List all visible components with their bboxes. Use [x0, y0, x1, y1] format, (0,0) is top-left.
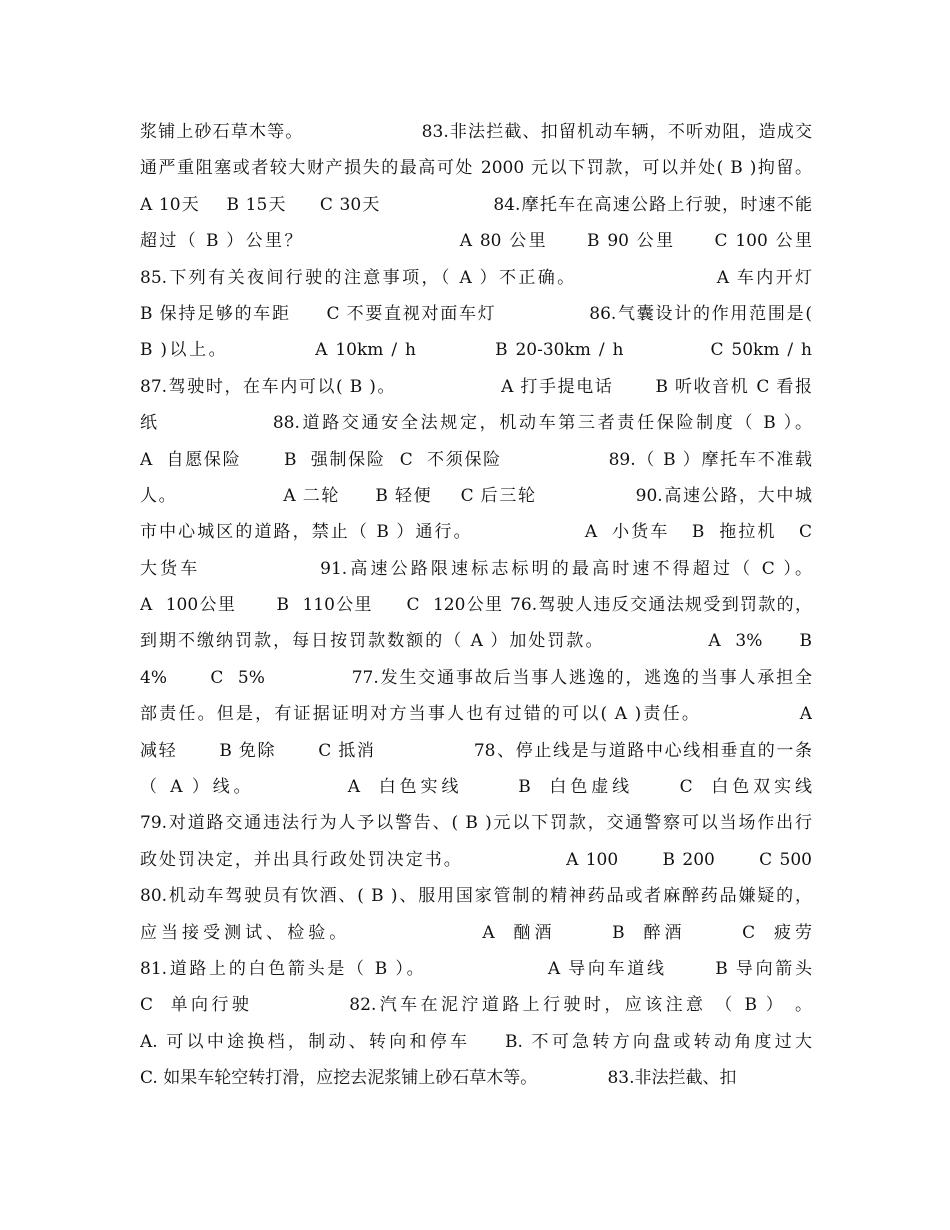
text-line: C 单向行驶 82.汽车在泥泞道路上行驶时，应该注意 （ B ） 。	[140, 995, 812, 1016]
text-line: A 自愿保险 B 强制保险 C 不须保险 89.（ B ）摩托车不准载	[140, 449, 812, 470]
text-line: 部责任。但是，有证据证明对方当事人也有过错的可以( A )责任。 A	[140, 704, 812, 725]
text-line: A. 可以中途换档，制动、转向和停车 B. 不可急转方向盘或转动角度过大	[140, 1031, 812, 1052]
text-line: B )以上。 A 10km / h B 20-30km / h C 50km / h	[140, 340, 812, 361]
text-line: 减轻 B 免除 C 抵消 78、停止线是与道路中心线相垂直的一条	[140, 740, 812, 761]
text-line: 人。 A 二轮 B 轻便 C 后三轮 90.高速公路，大中城	[140, 485, 812, 506]
text-line: 超过（ B ）公里？ A 80 公里 B 90 公里 C 100 公里	[140, 231, 812, 252]
text-line: A 100公里 B 110公里 C 120公里 76.驾驶人违反交通法规受到罚款的，	[140, 595, 812, 616]
text-line: 应当接受测试、检验。 A 酗酒 B 醉酒 C 疲劳	[140, 922, 812, 943]
text-line: 81.道路上的白色箭头是（ B ）。 A 导向车道线 B 导向箭头	[140, 958, 812, 979]
body-text	[140, 114, 812, 1097]
text-line: 通严重阻塞或者较大财产损失的最高可处 2000 元以下罚款，可以并处( B )拘留。	[140, 158, 812, 179]
text-line: 市中心城区的道路，禁止（ B ）通行。 A 小货车 B 拖拉机 C	[140, 522, 812, 543]
text-line: A 10天 B 15天 C 30天 84.摩托车在高速公路上行驶，时速不能	[140, 194, 812, 215]
text-line: 到期不缴纳罚款，每日按罚款数额的（ A ）加处罚款。 A 3% B	[140, 631, 812, 652]
text-line: 大货车 91.高速公路限速标志标明的最高时速不得超过（ C ）。	[140, 558, 812, 579]
text-line: 4% C 5% 77.发生交通事故后当事人逃逸的，逃逸的当事人承担全	[140, 667, 812, 688]
text-line: C. 如果车轮空转打滑，应挖去泥浆铺上砂石草木等。 83.非法拦截、扣	[140, 1068, 737, 1089]
text-line: 85.下列有关夜间行驶的注意事项，（ A ）不正确。 A 车内开灯	[140, 267, 812, 288]
text-line: 87.驾驶时，在车内可以( B )。 A 打手提电话 B 听收音机 C 看报	[140, 376, 812, 397]
text-line: 纸 88.道路交通安全法规定，机动车第三者责任保险制度（ B ）。	[140, 413, 812, 434]
text-line: 浆铺上砂石草木等。 83.非法拦截、扣留机动车辆，不听劝阻，造成交	[140, 122, 812, 142]
text-line: 政处罚决定，并出具行政处罚决定书。 A 100 B 200 C 500	[140, 849, 812, 870]
text-line: （ A ）线。 A 白色实线 B 白色虚线 C 白色双实线	[140, 777, 812, 798]
text-line: 79.对道路交通违法行为人予以警告、( B )元以下罚款，交通警察可以当场作出行	[140, 813, 812, 834]
text-line: 80.机动车驾驶员有饮酒、( B )、服用国家管制的精神药品或者麻醉药品嫌疑的，	[140, 886, 812, 907]
text-line: B 保持足够的车距 C 不要直视对面车灯 86.气囊设计的作用范围是(	[140, 303, 812, 324]
